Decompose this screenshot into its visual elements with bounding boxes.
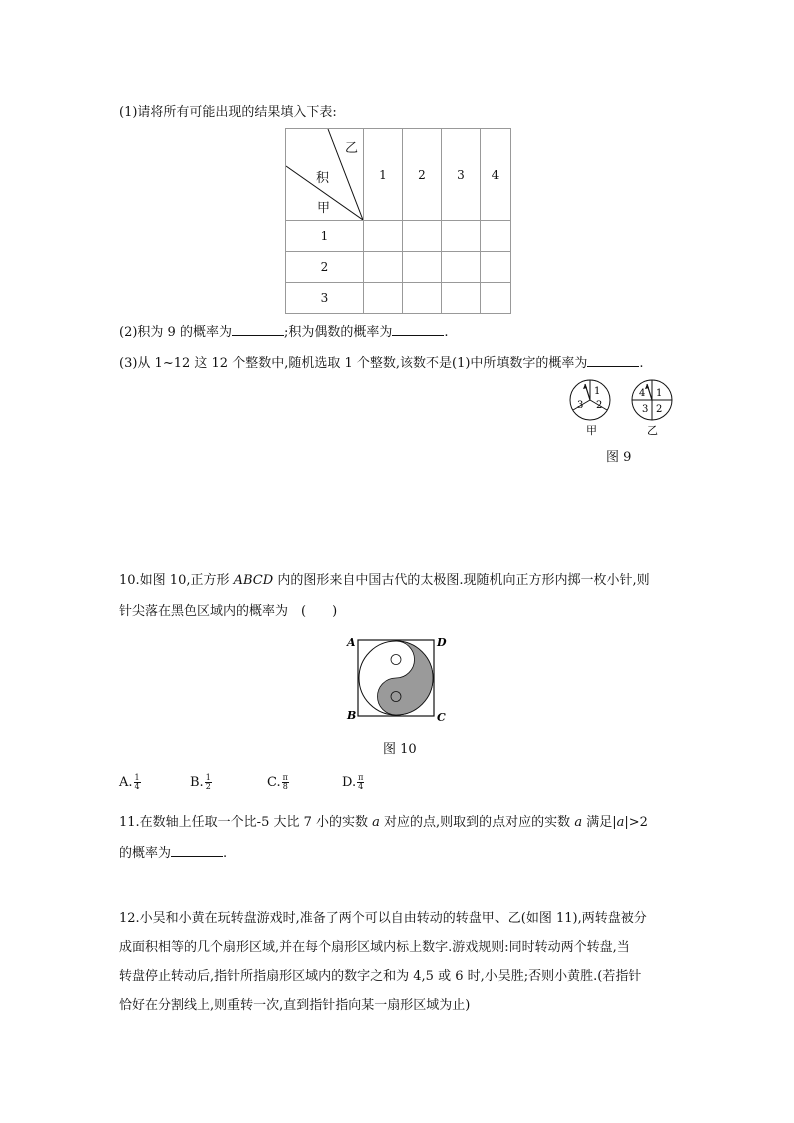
q9-part3 (119, 354, 644, 373)
numerator: 1 (205, 773, 211, 782)
option-label: D. (342, 775, 357, 790)
q9-part3-text-b: . (639, 356, 644, 371)
q10-text-a: 10.如图 10,正方形 (119, 573, 234, 588)
q11-text-a: 11.在数轴上任取一个比-5 大比 7 小的实数 (119, 815, 373, 830)
fraction (205, 774, 212, 791)
header-ji: 积 (316, 171, 330, 186)
sector-label: 1 (594, 386, 601, 397)
answer-blank[interactable] (232, 323, 284, 336)
answer-blank[interactable] (171, 844, 223, 857)
header-jia: 甲 (317, 201, 331, 216)
taiji-figure (343, 633, 453, 725)
vertex-label: B (347, 709, 357, 722)
spinner-yi (632, 380, 672, 437)
denominator: 2 (205, 782, 211, 791)
table-cell[interactable] (481, 283, 511, 314)
numerator: π (282, 773, 288, 782)
variable-a: a (574, 815, 583, 830)
q10-abcd: ABCD (233, 573, 274, 588)
table-header-corner (286, 129, 364, 221)
table-cell[interactable] (364, 221, 403, 252)
spinner-label: 乙 (647, 424, 658, 437)
q9-part3-text-a: (3)从 1~12 这 12 个整数中,随机选取 1 个整数,该数不是(1)中所填数字的概率为 (119, 356, 588, 371)
sector-label: 2 (596, 400, 603, 411)
denominator: 8 (282, 782, 288, 791)
q12-line: 成面积相等的几个扇形区域,并在每个扇形区域内标上数字.游戏规则:同时转动两个转盘,当 (119, 940, 630, 955)
sector-label: 1 (656, 388, 663, 399)
table-cell[interactable] (364, 283, 403, 314)
vertex-label: D (437, 636, 447, 649)
table-cell[interactable] (442, 283, 481, 314)
q12-line: 12.小吴和小黄在玩转盘游戏时,准备了两个可以自由转动的转盘甲、乙(如图 11),两转盘被分 (119, 911, 647, 926)
spinners-figure (562, 376, 682, 446)
table-cell[interactable] (442, 221, 481, 252)
q10-text-b: 内的图形来自中国古代的太极图.现随机向正方形内掷一枚小针,则 (273, 573, 650, 588)
q9-part2 (119, 323, 448, 342)
row-header: 1 (286, 221, 364, 252)
q9-part1-text: (1)请将所有可能出现的结果填入下表: (119, 105, 337, 120)
sector-label: 2 (656, 404, 663, 415)
figure-10-caption: 图 10 (383, 742, 417, 757)
q11-text-d: |>2 (624, 815, 648, 830)
denominator: 4 (134, 782, 140, 791)
table-cell[interactable] (481, 221, 511, 252)
sector-label: 3 (642, 404, 649, 415)
table-cell[interactable] (442, 252, 481, 283)
option-a[interactable] (119, 774, 141, 791)
option-label: B. (190, 775, 204, 790)
table-cell[interactable] (403, 283, 442, 314)
q9-part2-text-c: . (444, 325, 449, 340)
table-cell[interactable] (403, 221, 442, 252)
q11-text-c: 满足| (582, 815, 617, 830)
q11-text-e: 的概率为 (119, 846, 172, 861)
fraction (282, 774, 289, 791)
table-cell[interactable] (403, 252, 442, 283)
q9-part2-text-b: ;积为偶数的概率为 (283, 325, 393, 340)
option-b[interactable] (190, 774, 212, 791)
table-cell[interactable] (481, 252, 511, 283)
variable-a: a (372, 815, 380, 830)
row-header: 2 (286, 252, 364, 283)
option-label: A. (119, 775, 133, 790)
q9-part2-text-a: (2)积为 9 的概率为 (119, 325, 232, 340)
vertex-label: C (437, 711, 446, 724)
option-c[interactable] (267, 774, 289, 791)
product-table (285, 128, 511, 314)
q12-line: 转盘停止转动后,指针所指扇形区域内的数字之和为 4,5 或 6 时,小吴胜;否则小黄胜.(若指针 (119, 969, 642, 984)
fraction (357, 774, 364, 791)
q10-line1 (119, 572, 650, 590)
col-header: 2 (403, 129, 442, 221)
header-yi: 乙 (345, 141, 359, 156)
spinner-label: 甲 (586, 424, 597, 437)
answer-blank[interactable] (392, 323, 444, 336)
spinner-jia (570, 380, 610, 437)
fraction (134, 774, 141, 791)
denominator: 4 (358, 782, 364, 791)
col-header: 3 (442, 129, 481, 221)
q11-line2 (119, 844, 227, 863)
col-header: 4 (481, 129, 511, 221)
sector-label: 4 (639, 388, 646, 399)
variable-a: a (616, 815, 625, 830)
q11-text-b: 对应的点,则取到的点对应的实数 (379, 815, 575, 830)
figure-9-caption: 图 9 (606, 450, 632, 465)
col-header: 1 (364, 129, 403, 221)
numerator: 1 (134, 773, 140, 782)
q11-text-f: . (223, 846, 228, 861)
option-label: C. (267, 775, 281, 790)
row-header: 3 (286, 283, 364, 314)
numerator: π (358, 773, 364, 782)
sector-label: 3 (577, 400, 584, 411)
q10-line2: 针尖落在黑色区域内的概率为 ( ) (119, 604, 338, 619)
q12-line: 恰好在分割线上,则重转一次,直到指针指向某一扇形区域为止) (119, 998, 471, 1013)
answer-blank[interactable] (587, 354, 639, 367)
q11-line1 (119, 814, 648, 832)
option-d[interactable] (342, 774, 364, 791)
table-cell[interactable] (364, 252, 403, 283)
vertex-label: A (347, 636, 356, 649)
